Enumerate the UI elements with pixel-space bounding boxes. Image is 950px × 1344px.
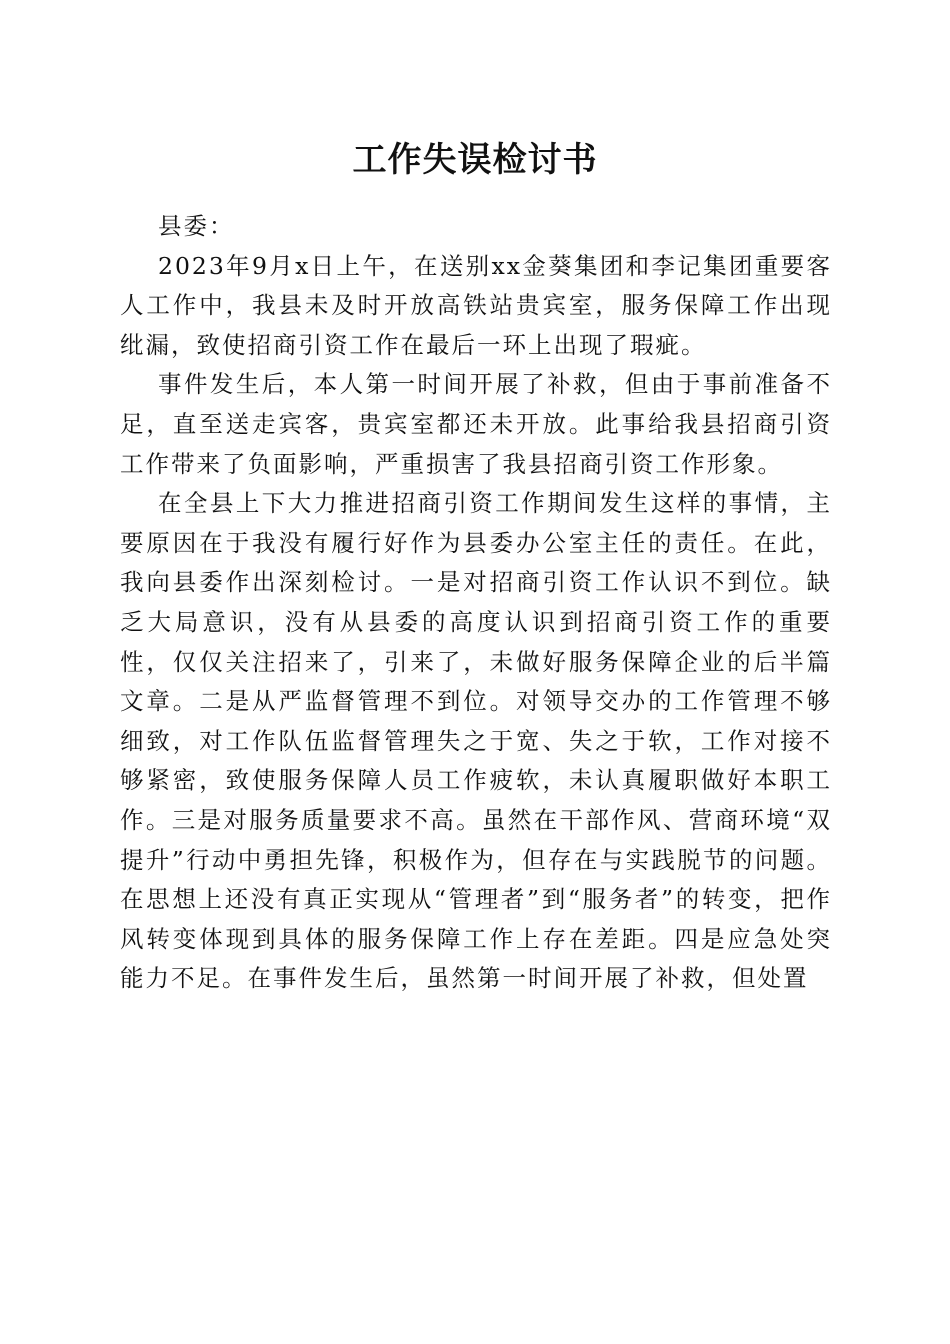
salutation: 县委： [158,212,235,240]
document-title: 工作失误检讨书 [352,140,598,180]
paragraph-3: 在全县上下大力推进招商引资工作期间发生这样的事情，主要原因在于我没有履行好作为县委办公室主任的责任。在此，我向县委作出深刻检讨。一是对招商引资工作认识不到位。缺乏大局意识，没有从县委的高度认识到招商引资工作的重要性，仅仅关注招来了，引来了，未做好服务保障企业的后半篇文章。二是从严监督管理不到位。对领导交办的工作管理不够细致，对工作队伍监督管理失之于宽、失之于软，工作对接不够紧密，致使服务保障人员工作疲软，未认真履职做好本职工作。三是对服务质量要求不高。虽然在干部作风、营商环境“双提升”行动中勇担先锋，积极作为，但存在与实践脱节的问题。在思想上还没有真正实现从“管理者”到“服务者”的转变，把作风转变体现到具体的服务保障工作上存在差距。四是应急处突能力不足。在事件发生后，虽然第一时间开展了补救，但处置 [120,489,832,993]
paragraph-1: 2023年9月x日上午，在送别xx金葵集团和李记集团重要客人工作中，我县未及时开放高铁站贵宾室，服务保障工作出现纰漏，致使招商引资工作在最后一环上出现了瑕疵。 [120,251,832,359]
document-body [120,207,832,999]
paragraph-2: 事件发生后，本人第一时间开展了补救，但由于事前准备不足，直至送走宾客，贵宾室都还未开放。此事给我县招商引资工作带来了负面影响，严重损害了我县招商引资工作形象。 [120,370,832,478]
